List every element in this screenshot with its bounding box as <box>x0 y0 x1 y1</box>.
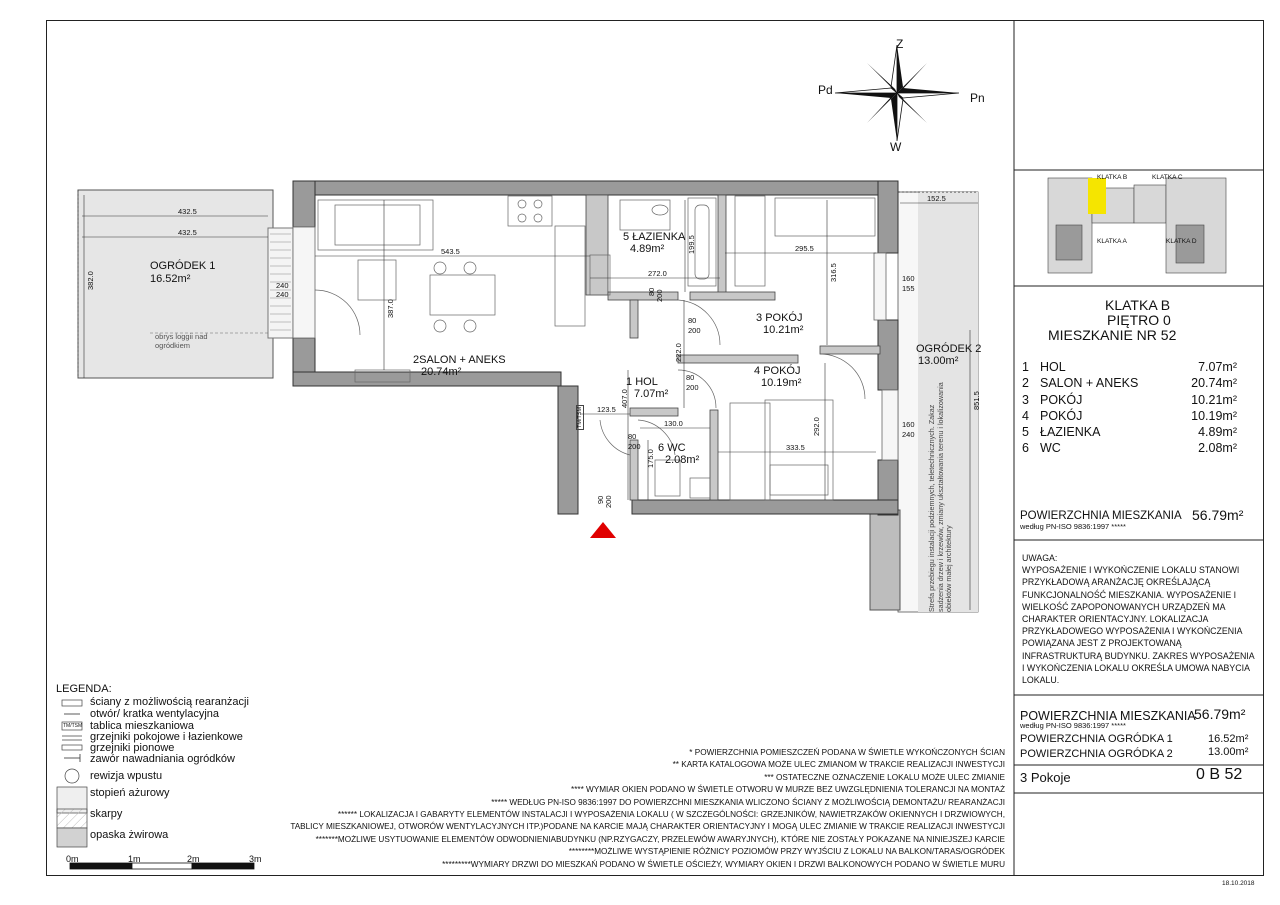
area-value: 56.79m² <box>1192 507 1244 523</box>
remarks-title: UWAGA: <box>1022 553 1058 563</box>
legend-item: grzejniki pionowe <box>90 742 175 754</box>
rooms-count: 3 Pokoje <box>1020 770 1071 785</box>
window-dim: 160 <box>902 420 915 429</box>
legend-title: LEGENDA: <box>56 683 112 695</box>
remarks-line: WYPOSAŻENIE I WYKOŃCZENIE LOKALU STANOWI <box>1022 565 1240 576</box>
scale-label: 3m <box>249 854 262 864</box>
header-apartment: MIESZKANIE NR 52 <box>1048 327 1177 343</box>
legend-item: otwór/ kratka wentylacyjna <box>90 708 219 720</box>
dim-label: 130.0 <box>664 419 683 428</box>
keyplan-klatka-d: KLATKA D <box>1166 238 1197 245</box>
dim-label: 382.0 <box>86 271 95 290</box>
compass-west-label: Pd <box>818 83 833 97</box>
room-list-item: 3 POKÓJ 10.21m² <box>1022 393 1237 407</box>
window-dim: 160 <box>902 274 915 283</box>
door-dim: 200 <box>688 326 701 335</box>
legend-item: stopień ażurowy <box>90 787 170 799</box>
remarks-line: LOKALU. <box>1022 675 1060 686</box>
door-dim: 80 <box>686 373 695 382</box>
dim-label: 152.5 <box>927 194 946 203</box>
room-list-item: 6 WC 2.08m² <box>1022 441 1237 455</box>
remarks-line: FUNKCJONALNOŚĆ MIESZKANIA. WYPOSAŻENIE I <box>1022 589 1237 600</box>
dim-label: 407.0 <box>620 389 629 408</box>
dim-label: 123.5 <box>597 405 616 414</box>
header-staircase: KLATKA B <box>1105 297 1171 313</box>
door-dim: 90 <box>596 495 605 504</box>
dim-label: 543.5 <box>441 247 460 256</box>
garden-1-name: OGRÓDEK 1 <box>150 260 216 272</box>
dim-label: 432.5 <box>178 207 197 216</box>
legend-item: tablica mieszkaniowa <box>90 720 194 732</box>
dim-label: 316.5 <box>829 263 838 282</box>
scale-label: 0m <box>66 854 79 864</box>
compass-north-label: Z <box>896 37 904 51</box>
dim-label: 272.0 <box>648 269 667 278</box>
remarks-line: CHARAKTER ORIENTACYJNY. LOKALIZACJA <box>1022 614 1209 625</box>
area-label: POWIERZCHNIA MIESZKANIA <box>1020 510 1182 522</box>
window-dim: 240 <box>276 281 289 290</box>
scale-label: 2m <box>187 854 200 864</box>
window-dim: 155 <box>902 284 915 293</box>
garden-1-area-value: 16.52m² <box>150 273 191 285</box>
remarks-line: INFRASTRUKTURĄ BUDYNKU. ZAKRES WYPOSAŻENIA <box>1022 650 1255 661</box>
remarks-line: POWIĄZANA JEST Z PROJEKTOWANĄ <box>1022 638 1182 649</box>
footnote: **** WYMIAR OKIEN PODANO W ŚWIETLE OTWORU W MURZE BEZ UWZGLĘDNIENIA TOLERANCJI NA MONTAŻ <box>571 785 1005 795</box>
garden-2-area-value: 13.00m² <box>918 355 959 367</box>
legend-tm-tsm: TM/TSM <box>63 723 83 729</box>
header-floor: PIĘTRO 0 <box>1107 312 1171 328</box>
scale-label: 1m <box>128 854 141 864</box>
summary-garden1-value: 16.52m² <box>1208 733 1249 745</box>
summary-garden2-value: 13.00m² <box>1208 746 1249 758</box>
room-2-label: 2SALON + ANEKS <box>413 354 506 366</box>
keyplan-klatka-b: KLATKA B <box>1097 174 1128 181</box>
room-2-area: 20.74m² <box>421 366 462 378</box>
dim-label: 387.0 <box>386 299 395 318</box>
keyplan-klatka-a: KLATKA A <box>1097 238 1127 245</box>
dim-label: 295.5 <box>795 244 814 253</box>
footnote: ***** WEDŁUG PN-ISO 9836:1997 DO POWIERZCHNI MIESZKANIA WLICZONO ŚCIANY Z MOŻLIWOŚCIĄ DEMONTAŻU/ REARANŻACJI <box>491 797 1005 807</box>
compass-rose <box>835 45 959 141</box>
garden-2-name: OGRÓDEK 2 <box>916 343 982 355</box>
apartment-code: 0 B 52 <box>1196 766 1243 783</box>
room-1-area: 7.07m² <box>634 388 669 400</box>
footnote: ****** LOKALIZACJA I GABARYTY ELEMENTÓW INSTALACJI I WYPOSAŻENIA LOKALU ( W SZCZEGÓLNOŚCI: GRZEJNIKÓW, NAWIETRZAKÓW OKIENNYCH I DRZWIOWYCH, <box>337 810 1005 820</box>
entrance-marker <box>590 522 616 538</box>
room-list-item: 1 HOL 7.07m² <box>1022 360 1237 374</box>
window-dim: 240 <box>276 290 289 299</box>
door-dim: 200 <box>686 383 699 392</box>
footnote: *** OSTATECZNE OZNACZENIE LOKALU MOŻE ULEC ZMIANIE <box>764 772 1005 782</box>
summary-area-value: 56.79m² <box>1194 706 1246 722</box>
scale-bar <box>70 863 254 869</box>
legend-item: grzejniki pokojowe i łazienkowe <box>90 731 243 743</box>
room-3-label: 3 POKÓJ <box>756 312 803 324</box>
remarks-line: I WYKOŃCZENIA LOKALU OKREŚLA UMOWA NABYCIA <box>1022 662 1250 673</box>
summary-area-label: POWIERZCHNIA MIESZKANIA <box>1020 709 1196 723</box>
footnote: *********WYMIARY DRZWI DO MIESZKAŃ PODANO W ŚWIETLE OŚCIEŻY, WYMIARY OKIEN I DRZWI BALKONOWYCH PODANO W ŚWIETLE MURU <box>442 859 1005 869</box>
footnote: *******MOŻLIWE USYTUOWANIE ELEMENTÓW ODWODNIENIABUDYNKU (NP.RZYGACZY, PRZELEWÓW AWARYJNYCH), KTÓRE NIE ZOSTAŁY POKAZANE NA NINIEJSZEJ KARCIE <box>315 834 1005 844</box>
footnote: ** KARTA KATALOGOWA MOŻE ULEC ZMIANOM W TRAKCIE REALIZACJI INWESTYCJI <box>672 760 1005 770</box>
door-dim: 80 <box>647 287 656 296</box>
loggia-note: obrys loggii nad <box>155 332 208 341</box>
utility-zone-note: Strefa przebiegu instalacji podziemnych, teletechnicznych. Zakaz sadzenia drzew i krzewów, zmiany ukształtowania terenu i lokalizowania obiektów małej architektury <box>927 382 953 612</box>
dim-label: 851.5 <box>972 391 981 410</box>
door-dim: 200 <box>628 442 641 451</box>
footnotes <box>285 747 1005 871</box>
keyplan-klatka-c: KLATKA C <box>1152 174 1183 181</box>
room-4-label: 4 POKÓJ <box>754 365 801 377</box>
door-dim: 200 <box>604 495 613 508</box>
footnote: TABLICY MIESZKANIOWEJ, OTWORÓW WENTYLACYJNYCH ITP.)PODANE NA KARCIE MAJĄ CHARAKTER ORIENTACYJNY I MOGĄ ULEC ZMIANIE W TRAKCIE REALIZACJI INWESTYCJI <box>290 822 1005 832</box>
dim-label: 222.0 <box>674 343 683 362</box>
summary-garden1-label: POWIERZCHNIA OGRÓDKA 1 <box>1020 733 1173 745</box>
tm-tsm-marker: TM/TSM <box>577 406 583 428</box>
key-plan-highlight <box>1088 178 1106 214</box>
summary-garden2-label: POWIERZCHNIA OGRÓDKA 2 <box>1020 748 1173 760</box>
dim-label: 175.0 <box>646 449 655 468</box>
remarks <box>1022 552 1258 686</box>
door-dim: 80 <box>688 316 697 325</box>
room-5-area: 4.89m² <box>630 243 665 255</box>
date: 18.10.2018 <box>1222 880 1255 887</box>
room-list-item: 4 POKÓJ 10.19m² <box>1022 409 1237 423</box>
remarks-line: PRZYKŁADOWEGO WYPOSAŻENIA I WYKOŃCZENIA <box>1022 626 1243 637</box>
area-standard: według PN-ISO 9836:1997 ***** <box>1020 522 1126 531</box>
footnote: ********MOŻLIWE WYSTĄPIENIE RÓŻNICY POZIOMÓW PRZY WYJŚCIU Z LOKALU NA BALKON/TARAS/OGRÓDEK <box>568 847 1005 857</box>
legend-item: rewizja wpustu <box>90 770 163 782</box>
room-list-item: 5 ŁAZIENKA 4.89m² <box>1022 425 1237 439</box>
room-1-label: 1 HOL <box>626 376 658 388</box>
summary-area-standard: według PN-ISO 9836:1997 ***** <box>1020 721 1126 730</box>
room-6-area: 2.08m² <box>665 454 700 466</box>
compass-east-label: Pn <box>970 91 985 105</box>
loggia-note-2: ogródkiem <box>155 341 191 350</box>
room-3-area: 10.21m² <box>763 324 804 336</box>
dim-label: 199.5 <box>687 235 696 254</box>
remarks-line: PRZYKŁADOWĄ ARANŻACJĘ OKREŚLAJĄCĄ <box>1022 577 1211 588</box>
room-list-item: 2 SALON + ANEKS 20.74m² <box>1022 376 1237 390</box>
compass-south-label: W <box>890 140 902 154</box>
dim-label: 432.5 <box>178 228 197 237</box>
room-4-area: 10.19m² <box>761 377 802 389</box>
room-6-label: 6 WC <box>658 442 686 454</box>
legend-item: skarpy <box>90 808 123 820</box>
door-dim: 200 <box>655 289 664 302</box>
dim-label: 292.0 <box>812 417 821 436</box>
dim-label: 333.5 <box>786 443 805 452</box>
door-dim: 80 <box>628 432 637 441</box>
key-plan <box>1048 178 1226 273</box>
legend-item: zawór nawadniania ogródków <box>90 753 235 765</box>
window-dim: 240 <box>902 430 915 439</box>
footnote: * POWIERZCHNIA POMIESZCZEŃ PODANA W ŚWIETLE WYKOŃCZONYCH ŚCIAN <box>689 748 1005 757</box>
remarks-line: WIELKOŚĆ ZAPOPONOWANYCH URZĄDZEŃ MA <box>1022 601 1226 612</box>
legend-item: opaska żwirowa <box>90 829 169 841</box>
room-5-label: 5 ŁAZIENKA <box>623 231 686 243</box>
legend-item: ściany z możliwością rearanżacji <box>90 696 249 708</box>
